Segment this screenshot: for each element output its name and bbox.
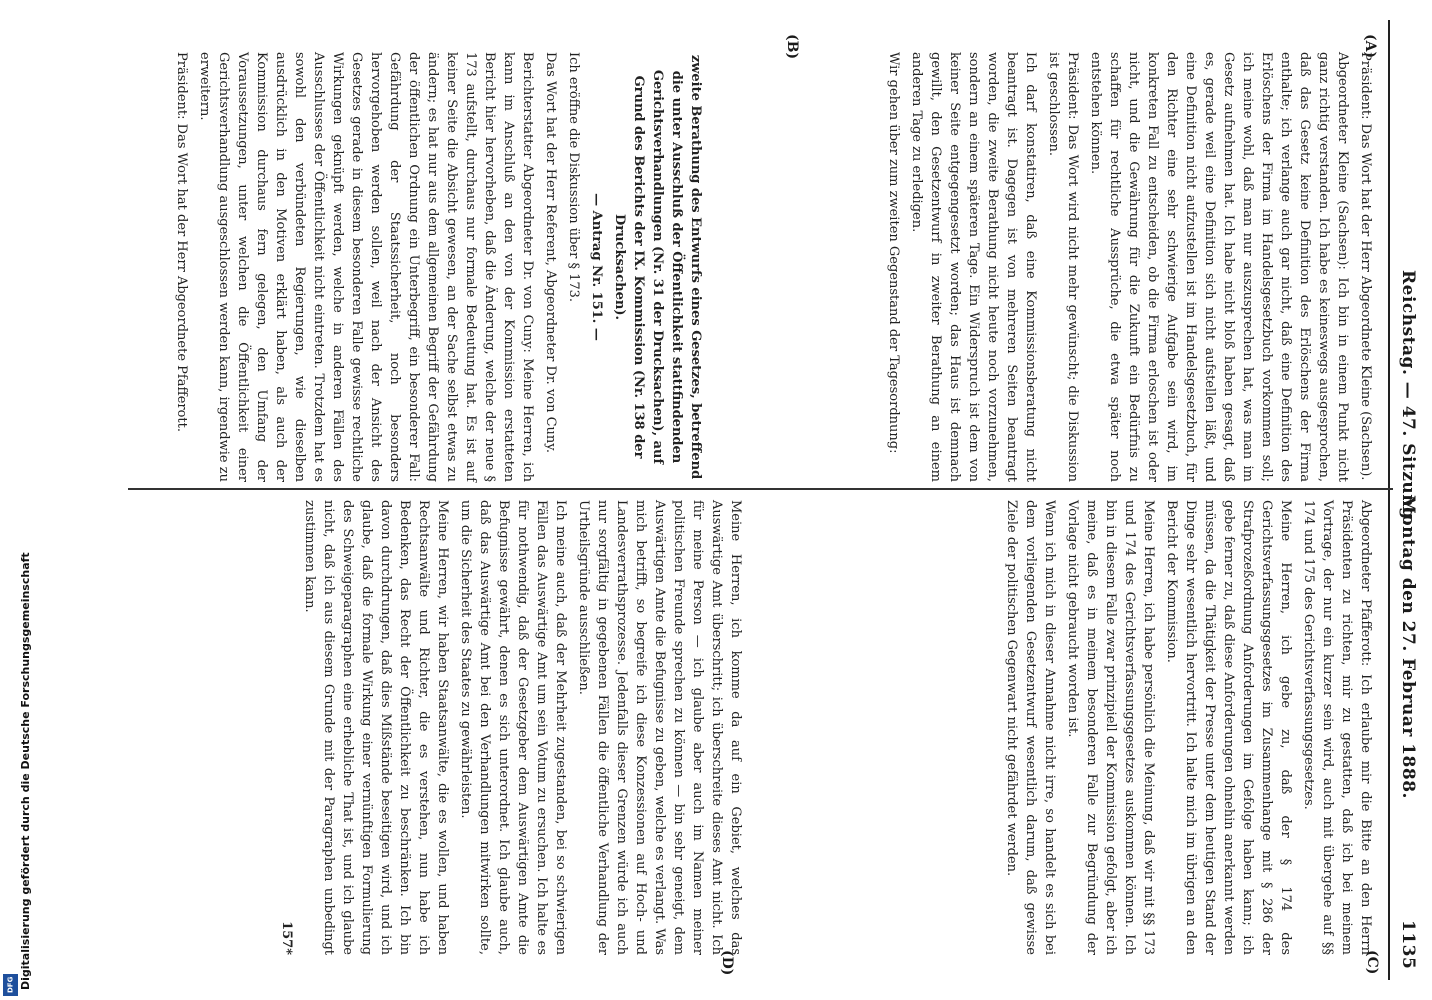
left-col1-para2: Abgeordneter Kleine (Sachsen): Ich bin in einem Punkt nicht ganz richtig verstanden. Ich habe es keineswegs ausgesprochen, daß das Gesetz keine Definition des Erlöschens der Firma enthalte; ich verlange auch gar nicht, daß eine Definition des Erlöschens der Firma im Handelsgesetzbuch vorkommen soll; ich meine wohl, daß man nur auszusprechen hat, was man im Gesetz aufnehmen hat. Ich habe nicht bloß haben gesagt, daß es, gerade weil eine Definition sich nicht aufstellen läßt, und eine Definition nicht aufzustellen ist im Handelsgesetzbuch, für den Richter eine sehr schwierige Aufgabe sein wird, im konkreten Fall zu entscheiden, ob die Firma erloschen ist oder nicht, und die Gewährung für die Zukunft ein Bedürfnis zu schaffen für rechtliche Aussprüche, die etwa später noch entstehen können.: [1088, 52, 1350, 482]
agenda-heading: zweite Berathung des Entwurfs eines Gesetzes, betreffend die unter Ausschluß der Öffentlichkeit stattfindenden Gerichtsverhandlungen (Nr. 31 der Drucksachen), auf Grund des Berichts der IX. Kommission (Nr. 138 der Drucksachen).: [612, 54, 703, 480]
margin-letter-b: (B): [784, 34, 800, 60]
right-col1-para2: Meine Herren, ich gebe zu, daß der § 174 des Gerichtsverfassungsgesetzes im Zusammenhange mit § 286 der Strafprozeßordnung Anforderungen im Gefolge haben kann; ich gebe ferner zu, daß diese Anforderungen ohnehin anerkannt werden müssen, da die Thätigkeit der Presse unter dem heutigen Stand der Dinge sehr wesentlich hervortritt. Ich halte mich im übrigen an den Bericht der Kommission.: [1164, 500, 1293, 955]
left-col2: [172, 52, 705, 482]
left-col2-para4: Präsident: Das Wort hat der Herr Abgeordnete Pfafferott.: [174, 52, 189, 433]
left-col2-para3: Berichterstatter Abgeordneter Dr. von Cuny: Meine Herren, ich kann im Anschluß an den von der Kommission erstatteten Bericht hier hervorheben, daß die Änderung, welche der neue § 173 aufstellt, durchaus nur formale Bedeutung hat. Es ist auf keiner Seite die Absicht gewesen, an der Sache selbst etwas zu ändern; es hat nur aus dem allgemeinen Begriff der Gefährdung der öffentlichen Ordnung ein Unterbegriff, ein besonderer Fall: Gefährdung der Staatssicherheit, noch besonders hervorgehoben werden sollen, weil nach der Ansicht des Gesetzes gerade in diesem besonderen Falle gewisse rechtliche Wirkungen geknüpft werden, welche in anderen Fällen des Ausschlusses der Öffentlichkeit nicht eintreten. Trotzdem hat es sowohl den verbündeten Regierungen, wie dieselben ausdrücklich in den Motiven erklärt haben, als auch der Kommission durchaus fern gelegen, den Umfang der Voraussetzungen, unter welchen die Öffentlichkeit einer Gerichtsverhandlung ausgeschlossen werden kann, irgendwie zu erweitern.: [197, 52, 535, 482]
right-col2-footnote: 157*: [279, 921, 294, 955]
right-col1-para1: Abgeordneter Pfafferott: Ich erlaube mir die Bitte an den Herrn Präsidenten zu richten, mir zu gestatten, daß ich bei meinem Vortrage, der nur ein kurzer sein wird, auch mit übergehe auf §§ 174 und 175 des Gerichtsverfassungsgesetzes.: [1301, 500, 1373, 955]
agenda-sub: — Antrag Nr. 151. —: [589, 193, 604, 341]
right-col2-para3: Meine Herren, wir haben Staatsanwälte, die es wollen, und haben Rechtsanwälte und Richter, die es verstehen, nun habe ich Bedenken, das Recht der Öffentlichkeit zu beschränken. Ich bin davon durchdrungen, daß dies Mißstände beseitigen wird, und ich glaube, daß die formale Wirkung einer vernünftigen Formulierung des Schweigeparagraphen eine erhebliche That ist, und ich glaube nicht, daß ich aus diesem Grunde mit der Paragraphen unbedingt zustimmen kann.: [302, 500, 450, 955]
header-rule: [1388, 20, 1390, 980]
header-right: Montag den 27. Februar 1888.: [1398, 495, 1418, 799]
margin-letter-a: (A): [1362, 34, 1378, 59]
left-col2-para2: Das Wort hat der Herr Referent, Abgeordneter Dr. von Cuny.: [543, 52, 558, 454]
right-col2-para2: Ich meine auch, daß der Mehrheit zugestanden, bei so schwierigen Fällen das Auswärtige Amt um sein Votum zu ersuchen. Ich halte es für nothwendig, daß der Gesetzgeber dem Auswärtigen Amte die Befugnisse gewährt, denen es sich unterordnet. Ich glaube auch, daß das Auswärtige Amt bei den Verhandlungen mitwirken sollte, um die Sicherheit des Staates zu gewährleisten.: [458, 500, 568, 955]
dfg-logo-icon: [3, 974, 18, 996]
margin-letter-d: (D): [719, 950, 735, 976]
right-col1-para3: Meine Herren, ich habe persönlich die Meinung, daß wir mit §§ 173 und 174 des Gerichtsverfassungsgesetzes auskommen können. Ich bin in diesem Falle zwar prinzipiell der Kommission gefolgt, aber ich meine, daß es in meinem besonderen Falle zur Begründung der Vorlage nicht gebraucht worden ist.: [1065, 500, 1156, 955]
left-col1-para5: Wir gehen über zum zweiten Gegenstand der Tagesordnung:: [886, 52, 901, 454]
dfg-logo-text: DFG: [6, 976, 15, 994]
digitization-credit: Digitalisierung gefördert durch die Deutsche Forschungsgemeinschaft: [19, 552, 32, 990]
right-col2: [277, 500, 745, 955]
right-col1-para4: Wenn ich mich in dieser Annahme nicht irre, so handelt es sich bei dem vorliegenden Gesetzentwurf wesentlich darum, daß gewisse Ziele der politischen Gegenwart nicht gefährdet werden.: [1004, 500, 1057, 955]
left-col1: [884, 52, 1375, 482]
left-col1-para4: Ich darf konstatiren, daß eine Kommissionsberatung nicht beantragt ist. Dagegen ist von mehreren Seiten beantragt worden, die zweite Berathung nicht heute noch vorzunehmen, sondern an einem späteren Tage. Ein Widerspruch ist dem von keiner Seite entgegengesetzt worden; das Haus ist demnach gewillt, den Gesetzentwurf in zweiter Berathung an einem anderen Tage zu erledigen.: [909, 52, 1038, 482]
right-col2-para1: Meine Herren, ich komme da auf ein Gebiet, welches das Auswärtige Amt überschritt; ich überschreite dieses Amt nicht. Ich für meine Person — ich glaube aber auch im Namen meiner politischen Freunde sprechen zu können — bin sehr geneigt, dem Auswärtigen Amte die Befugnisse zu geben, welche es verlangt. Was mich betrifft, so begreife ich diese Konzessionen auf Hoch- und Landesverrathsprozesse. Jedenfalls dieser Grenzen würde ich auch nur sorgfältig in gegebenen Fällen die öffentliche Verhandlung der Urtheilsgründe ausschließen.: [576, 500, 743, 955]
header-left: Reichstag. — 47. Sitzung.: [1398, 270, 1418, 526]
page-number: 1135: [1398, 920, 1418, 970]
left-col2-para1: Ich eröffne die Diskussion über § 173.: [566, 52, 581, 303]
margin-letter-c: (C): [1364, 950, 1380, 975]
page-divider: [128, 488, 1393, 490]
right-col1: [1002, 500, 1375, 955]
left-col1-para3: Präsident: Das Wort wird nicht mehr gewünscht; die Diskussion ist geschlossen.: [1046, 52, 1080, 482]
left-col1-para1: Präsident: Das Wort hat der Herr Abgeordnete Kleine (Sachsen).: [1358, 52, 1373, 481]
